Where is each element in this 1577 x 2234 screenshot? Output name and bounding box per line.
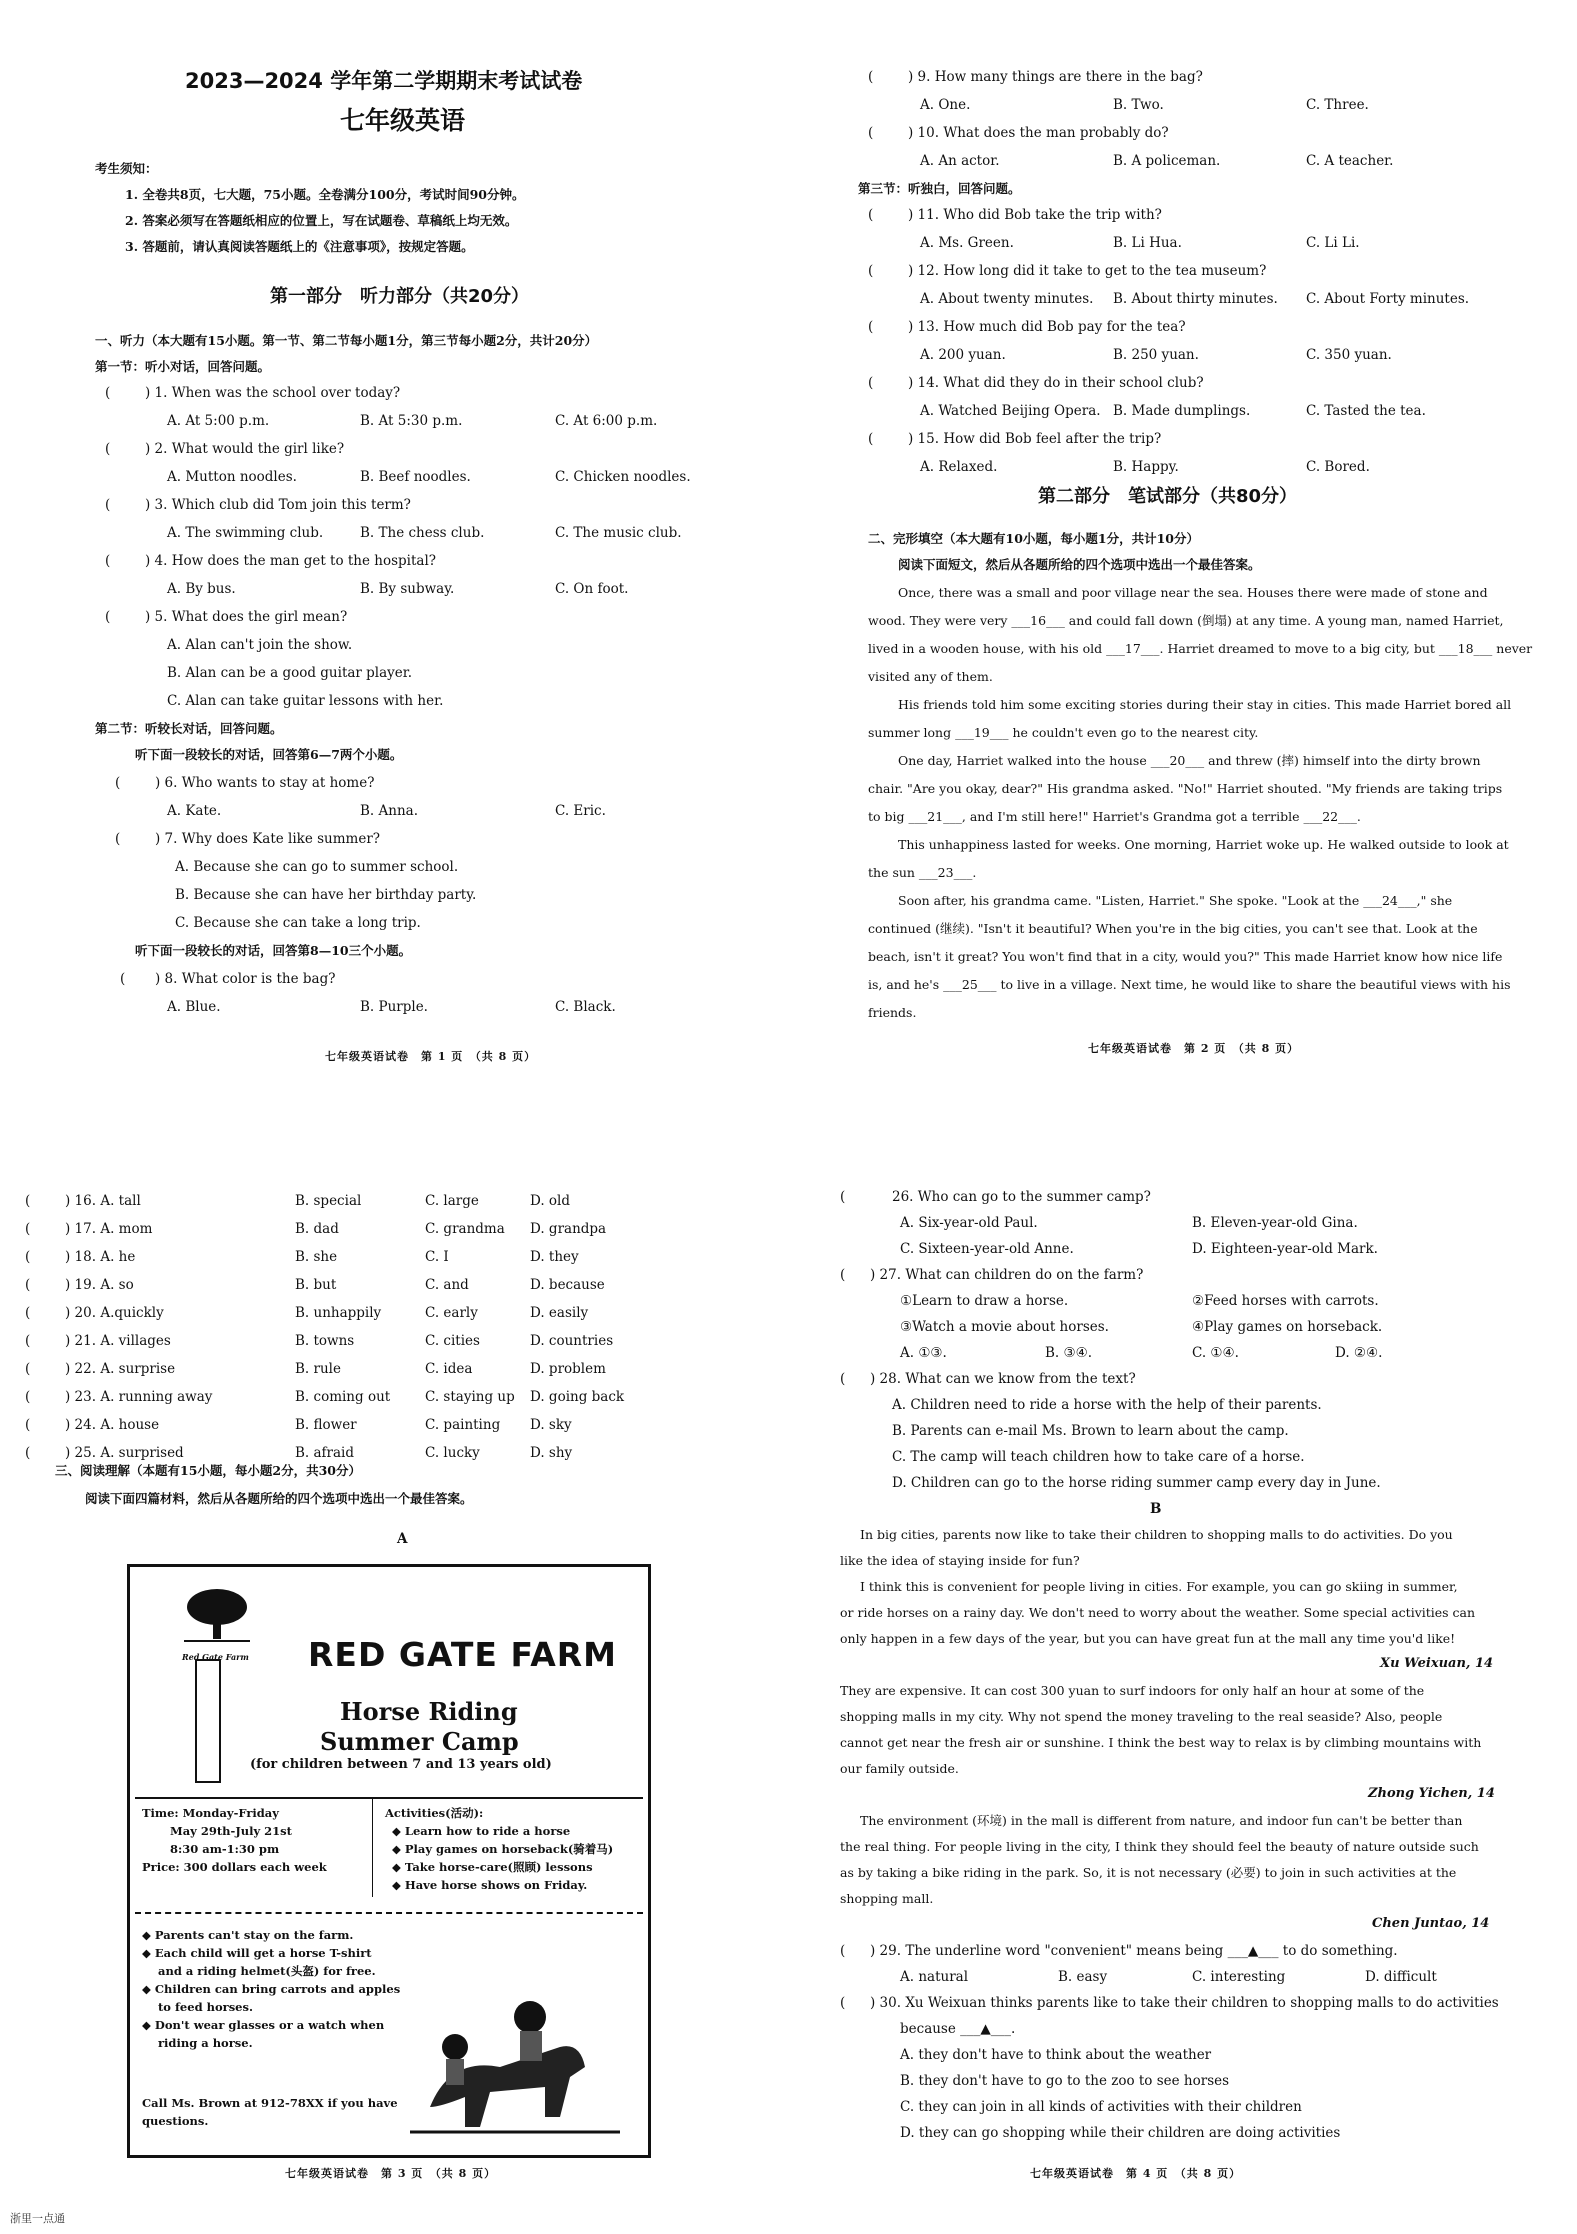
cloze-choice-d: D. sky [530, 1417, 572, 1433]
q26-option-d: D. Eighteen-year-old Mark. [1192, 1241, 1378, 1257]
cloze-choice-a: ) 22. A. surprise [65, 1361, 176, 1377]
cloze-choice-b: B. she [295, 1249, 338, 1265]
section2-heading: 二、完形填空（本大题有10小题，每小题1分，共计10分） [868, 531, 1199, 546]
cloze-choice-a: ) 25. A. surprised [65, 1445, 184, 1461]
cloze-choice-b: B. but [295, 1277, 337, 1293]
q11-option-c: C. Li Li. [1306, 235, 1360, 251]
answer-bracket: ( [105, 385, 111, 401]
page-footer: 七年级英语试卷 第 1 页 （共 8 页） [325, 1050, 537, 1063]
answer-bracket: ( [840, 1995, 846, 2011]
question-27: ) 27. What can children do on the farm? [870, 1267, 1144, 1283]
note-item: ◆ Parents can't stay on the farm. [142, 1928, 354, 1942]
activity-item: ◆ Have horse shows on Friday. [392, 1878, 588, 1892]
author-chen: Chen Juntao, 14 [1372, 1916, 1490, 1931]
camp-time: Time: Monday-Friday [142, 1806, 279, 1820]
cloze-line: is, and he's ___25___ to live in a village. Next time, he would like to share the beautiful views with his [868, 977, 1511, 992]
cloze-choice-d: D. they [530, 1249, 579, 1265]
camp-title-line1: Horse Riding [340, 1697, 518, 1726]
question-6: ) 6. Who wants to stay at home? [155, 775, 375, 791]
question-30-cont: because ___▲___. [900, 2021, 1016, 2037]
cloze-choice-b: B. coming out [295, 1389, 391, 1405]
q13-option-c: C. 350 yuan. [1306, 347, 1392, 363]
question-13: ) 13. How much did Bob pay for the tea? [908, 319, 1186, 335]
passage-b-line: or ride horses on a rainy day. We don't need to worry about the weather. Some special activities can [840, 1605, 1476, 1620]
answer-bracket: ( [840, 1267, 846, 1283]
q14-option-b: B. Made dumplings. [1113, 403, 1251, 419]
sec1-part2-heading: 第二节：听较长对话，回答问题。 [95, 721, 283, 736]
cloze-choice-d: D. countries [530, 1333, 614, 1349]
passage-b-line: like the idea of staying inside for fun? [840, 1553, 1080, 1568]
q6-option-b: B. Anna. [360, 803, 418, 819]
q2-option-c: C. Chicken noodles. [555, 469, 691, 485]
cloze-choice-c: C. and [425, 1277, 469, 1293]
farm-sign-post [195, 1659, 221, 1783]
note-item: ◆ Each child will get a horse T-shirt [142, 1946, 372, 1960]
part2-heading: 第二部分 笔试部分（共80分） [1038, 486, 1298, 507]
question-29: ) 29. The underline word "convenient" means being ___▲___ to do something. [870, 1943, 1398, 1959]
camp-hours: 8:30 am-1:30 pm [170, 1842, 280, 1856]
author-xu: Xu Weixuan, 14 [1380, 1656, 1494, 1671]
author-zhong: Zhong Yichen, 14 [1368, 1786, 1495, 1801]
cloze-line: beach, isn't it great? You won't find that in a city, would you?" This made Harriet know how nice life [868, 949, 1503, 964]
q26-option-a: A. Six-year-old Paul. [900, 1215, 1038, 1231]
question-2: ) 2. What would the girl like? [145, 441, 345, 457]
q14-option-a: A. Watched Beijing Opera. [920, 403, 1101, 419]
cloze-choice-a: ) 16. A. tall [65, 1193, 141, 1209]
note-item-cont: and a riding helmet(头盔) for free. [158, 1964, 376, 1978]
cloze-choice-a: ) 23. A. running away [65, 1389, 213, 1405]
cloze-line: This unhappiness lasted for weeks. One morning, Harriet woke up. He walked outside to look at [898, 837, 1509, 852]
answer-bracket: ( [868, 375, 874, 391]
answer-bracket: ( [120, 971, 126, 987]
q8-option-b: B. Purple. [360, 999, 428, 1015]
notice-1: 1. 全卷共8页，七大题，75小题。全卷满分100分，考试时间90分钟。 [125, 187, 525, 202]
q27-item-1: ①Learn to draw a horse. [900, 1293, 1069, 1309]
q26-option-c: C. Sixteen-year-old Anne. [900, 1241, 1074, 1257]
camp-title-line2: Summer Camp [320, 1727, 519, 1756]
cloze-line: visited any of them. [868, 669, 993, 684]
q13-option-a: A. 200 yuan. [920, 347, 1006, 363]
q7-option-a: A. Because she can go to summer school. [175, 859, 459, 875]
cloze-line: Once, there was a small and poor village near the sea. Houses there were made of stone and [898, 585, 1488, 600]
question-10: ) 10. What does the man probably do? [908, 125, 1169, 141]
cloze-choice-b: B. towns [295, 1333, 355, 1349]
farm-name: RED GATE FARM [308, 1635, 617, 1674]
passage-b-line: shopping malls in my city. Why not spend the money traveling to the real seaside? Also, people [840, 1709, 1443, 1724]
q30-option-b: B. they don't have to go to the zoo to see horses [900, 2073, 1230, 2089]
cloze-line: friends. [868, 1005, 917, 1020]
q2-option-b: B. Beef noodles. [360, 469, 471, 485]
cloze-choice-b: B. rule [295, 1361, 341, 1377]
question-11: ) 11. Who did Bob take the trip with? [908, 207, 1162, 223]
exam-page-4 [840, 1180, 1510, 2180]
cloze-choice-d: D. easily [530, 1305, 589, 1321]
q4-option-b: B. By subway. [360, 581, 455, 597]
cloze-choice-a: ) 19. A. so [65, 1277, 134, 1293]
q29-option-d: D. difficult [1365, 1969, 1437, 1985]
section3-heading: 三、阅读理解（本题有15小题，每小题2分，共30分） [55, 1463, 361, 1478]
q9-option-c: C. Three. [1306, 97, 1369, 113]
cloze-choice-d: D. shy [530, 1445, 573, 1461]
answer-bracket: ( [25, 1445, 31, 1461]
dialog-instruction-1: 听下面一段较长的对话，回答第6—7两个小题。 [135, 747, 403, 762]
cloze-choice-d: D. problem [530, 1361, 606, 1377]
passage-b-line: The environment (环境) in the mall is different from nature, and indoor fun can't be better than [860, 1813, 1463, 1828]
cloze-choice-b: B. afraid [295, 1445, 355, 1461]
camp-dates: May 29th-July 21st [170, 1824, 292, 1838]
answer-bracket: ( [868, 319, 874, 335]
q9-option-b: B. Two. [1113, 97, 1164, 113]
red-gate-farm-ad [127, 1564, 651, 2158]
q30-option-c: C. they can join in all kinds of activities with their children [900, 2099, 1302, 2115]
cloze-line: One day, Harriet walked into the house ___20___ and threw (摔) himself into the dirty brown [898, 753, 1481, 768]
part1-heading: 第一部分 听力部分（共20分） [270, 286, 530, 307]
tree-logo-icon [182, 1585, 252, 1645]
note-item-cont: riding a horse. [158, 2036, 253, 2050]
answer-bracket: ( [115, 831, 121, 847]
answer-bracket: ( [868, 125, 874, 141]
q13-option-b: B. 250 yuan. [1113, 347, 1199, 363]
q3-option-c: C. The music club. [555, 525, 682, 541]
question-14: ) 14. What did they do in their school club? [908, 375, 1204, 391]
q28-option-a: A. Children need to ride a horse with the help of their parents. [892, 1397, 1322, 1413]
question-8: ) 8. What color is the bag? [155, 971, 336, 987]
q1-option-a: A. At 5:00 p.m. [167, 413, 270, 429]
answer-bracket: ( [868, 207, 874, 223]
question-15: ) 15. How did Bob feel after the trip? [908, 431, 1162, 447]
q5-option-c: C. Alan can take guitar lessons with her. [167, 693, 444, 709]
answer-bracket: ( [105, 441, 111, 457]
question-3: ) 3. Which club did Tom join this term? [145, 497, 411, 513]
kids-riding-horse-illustration-icon [410, 1987, 620, 2137]
cloze-choice-b: B. dad [295, 1221, 339, 1237]
answer-bracket: ( [25, 1277, 31, 1293]
q15-option-b: B. Happy. [1113, 459, 1179, 475]
dialog-instruction-2: 听下面一段较长的对话，回答第8—10三个小题。 [135, 943, 412, 958]
contact-line-2: questions. [142, 2114, 209, 2128]
section3-instruction: 阅读下面四篇材料，然后从各题所给的四个选项中选出一个最佳答案。 [85, 1491, 473, 1506]
cloze-choice-c: C. staying up [425, 1389, 515, 1405]
answer-bracket: ( [25, 1193, 31, 1209]
cloze-choice-a: ) 18. A. he [65, 1249, 136, 1265]
q27-option-b: B. ③④. [1045, 1345, 1092, 1361]
q30-option-d: D. they can go shopping while their children are doing activities [900, 2125, 1341, 2141]
divider [135, 1912, 643, 1914]
q29-option-a: A. natural [900, 1969, 969, 1985]
answer-bracket: ( [25, 1305, 31, 1321]
cloze-choice-c: C. idea [425, 1361, 473, 1377]
note-item: ◆ Children can bring carrots and apples [142, 1982, 401, 1996]
q3-option-a: A. The swimming club. [167, 525, 324, 541]
answer-bracket: ( [868, 263, 874, 279]
page-footer: 七年级英语试卷 第 2 页 （共 8 页） [1088, 1042, 1300, 1055]
cloze-choice-d: D. going back [530, 1389, 625, 1405]
cloze-choice-c: C. cities [425, 1333, 480, 1349]
cloze-choice-c: C. lucky [425, 1445, 480, 1461]
divider [372, 1797, 373, 1897]
question-12: ) 12. How long did it take to get to the tea museum? [908, 263, 1267, 279]
q8-option-a: A. Blue. [167, 999, 221, 1015]
question-5: ) 5. What does the girl mean? [145, 609, 348, 625]
camp-age-range: (for children between 7 and 13 years old) [250, 1757, 552, 1772]
question-4: ) 4. How does the man get to the hospital? [145, 553, 437, 569]
answer-bracket: ( [25, 1249, 31, 1265]
q14-option-c: C. Tasted the tea. [1306, 403, 1426, 419]
q28-option-d: D. Children can go to the horse riding summer camp every day in June. [892, 1475, 1381, 1491]
cloze-choice-c: C. early [425, 1305, 478, 1321]
q11-option-b: B. Li Hua. [1113, 235, 1182, 251]
cloze-choice-a: ) 24. A. house [65, 1417, 160, 1433]
answer-bracket: ( [105, 609, 111, 625]
passage-b-line: as by taking a bike riding in the park. So, it is not necessary (必要) to join in such activities at the [840, 1865, 1457, 1880]
passage-b-label: B [1150, 1501, 1162, 1517]
notice-3: 3. 答题前，请认真阅读答题纸上的《注意事项》，按规定答题。 [125, 239, 474, 254]
q28-option-b: B. Parents can e-mail Ms. Brown to learn about the camp. [892, 1423, 1289, 1439]
q27-option-c: C. ①④. [1192, 1345, 1239, 1361]
q11-option-a: A. Ms. Green. [920, 235, 1014, 251]
notice-2: 2. 答案必须写在答题纸相应的位置上，写在试题卷、草稿纸上均无效。 [125, 213, 518, 228]
q27-option-d: D. ②④. [1335, 1345, 1383, 1361]
cloze-choice-c: C. grandma [425, 1221, 505, 1237]
cloze-choice-b: B. special [295, 1193, 362, 1209]
q15-option-a: A. Relaxed. [920, 459, 998, 475]
answer-bracket: ( [840, 1943, 846, 1959]
cloze-choice-b: B. unhappily [295, 1305, 382, 1321]
cloze-choice-c: C. I [425, 1249, 449, 1265]
page-footer: 七年级英语试卷 第 3 页 （共 8 页） [285, 2167, 497, 2180]
cloze-choice-a: ) 17. A. mom [65, 1221, 153, 1237]
q5-option-b: B. Alan can be a good guitar player. [167, 665, 413, 681]
q3-option-b: B. The chess club. [360, 525, 485, 541]
section1-heading: 一、听力（本大题有15小题。第一节、第二节每小题1分，第三节每小题2分，共计20分） [95, 333, 598, 348]
q7-option-c: C. Because she can take a long trip. [175, 915, 421, 931]
cloze-line: His friends told him some exciting stories during their stay in cities. This made Harriet bored all [898, 697, 1512, 712]
cloze-line: the sun ___23___. [868, 865, 977, 880]
q5-option-a: A. Alan can't join the show. [167, 637, 353, 653]
question-1: ) 1. When was the school over today? [145, 385, 401, 401]
cloze-choice-d: D. old [530, 1193, 571, 1209]
passage-b-line: the real thing. For people living in the city, I think they should feel the beauty of nature outside such [840, 1839, 1479, 1854]
q12-option-a: A. About twenty minutes. [920, 291, 1094, 307]
passage-b-line: our family outside. [840, 1761, 959, 1776]
sec1-part1-heading: 第一节：听小对话，回答问题。 [95, 359, 271, 374]
question-26: 26. Who can go to the summer camp? [892, 1189, 1151, 1205]
watermark: 浙里一点通 [10, 2212, 65, 2225]
q15-option-c: C. Bored. [1306, 459, 1370, 475]
note-item-cont: to feed horses. [158, 2000, 253, 2014]
q28-option-c: C. The camp will teach children how to take care of a horse. [892, 1449, 1305, 1465]
passage-b-line: They are expensive. It can cost 300 yuan to surf indoors for only half an hour at some of the [840, 1683, 1425, 1698]
question-30: ) 30. Xu Weixuan thinks parents like to take their children to shopping malls to do activities [870, 1995, 1499, 2011]
q12-option-b: B. About thirty minutes. [1113, 291, 1278, 307]
cloze-line: chair. "Are you okay, dear?" His grandma asked. "No!" Harriet shouted. "My friends are taking trips [868, 781, 1503, 796]
camp-price: Price: 300 dollars each week [142, 1860, 327, 1874]
activity-item: ◆ Learn how to ride a horse [392, 1824, 571, 1838]
q2-option-a: A. Mutton noodles. [167, 469, 297, 485]
contact-line-1: Call Ms. Brown at 912-78XX if you have [142, 2096, 398, 2110]
answer-bracket: ( [840, 1189, 846, 1205]
cloze-line: to big ___21___, and I'm still here!" Harriet's Grandma got a terrible ___22___. [868, 809, 1361, 824]
cloze-line: continued (继续). "Isn't it beautiful? When you're in the big cities, you can't see that. Look at the [868, 921, 1478, 936]
divider [135, 1797, 643, 1799]
cloze-line: lived in a wooden house, with his old ___17___. Harriet dreamed to move to a big city, but ___18___ never [868, 641, 1533, 656]
cloze-choice-c: C. large [425, 1193, 479, 1209]
exam-subtitle: 七年级英语 [340, 106, 466, 135]
exam-page-1 [95, 60, 745, 1070]
q6-option-c: C. Eric. [555, 803, 606, 819]
passage-b-line: cannot get near the fresh air or sunshine. I think the best way to relax is by climbing mountains with [840, 1735, 1482, 1750]
q7-option-b: B. Because she can have her birthday party. [175, 887, 477, 903]
cloze-choice-d: D. grandpa [530, 1221, 607, 1237]
page-footer: 七年级英语试卷 第 4 页 （共 8 页） [1030, 2167, 1242, 2180]
activity-item: ◆ Play games on horseback(骑着马) [392, 1842, 614, 1856]
cloze-line: Soon after, his grandma came. "Listen, Harriet." She spoke. "Look at the ___24___," she [898, 893, 1453, 908]
answer-bracket: ( [25, 1417, 31, 1433]
q27-item-2: ②Feed horses with carrots. [1192, 1293, 1379, 1309]
passage-b-line: In big cities, parents now like to take their children to shopping malls to do activities. Do you [860, 1527, 1453, 1542]
answer-bracket: ( [105, 553, 111, 569]
q4-option-c: C. On foot. [555, 581, 629, 597]
passage-a-label: A [397, 1531, 408, 1547]
question-28: ) 28. What can we know from the text? [870, 1371, 1136, 1387]
passage-b-line: I think this is convenient for people living in cities. For example, you can go skiing in summer, [860, 1579, 1458, 1594]
notice-heading: 考生须知： [95, 161, 158, 176]
q1-option-c: C. At 6:00 p.m. [555, 413, 658, 429]
answer-bracket: ( [840, 1371, 846, 1387]
q27-item-3: ③Watch a movie about horses. [900, 1319, 1109, 1335]
activity-item: ◆ Take horse-care(照顾) lessons [392, 1860, 593, 1874]
q4-option-a: A. By bus. [167, 581, 236, 597]
answer-bracket: ( [868, 431, 874, 447]
question-9: ) 9. How many things are there in the bag? [908, 69, 1203, 85]
q27-item-4: ④Play games on horseback. [1192, 1319, 1383, 1335]
q29-option-c: C. interesting [1192, 1969, 1286, 1985]
q9-option-a: A. One. [920, 97, 971, 113]
cloze-line: summer long ___19___ he couldn't even go to the nearest city. [868, 725, 1259, 740]
q10-option-b: B. A policeman. [1113, 153, 1221, 169]
answer-bracket: ( [25, 1333, 31, 1349]
sec1-part3-heading: 第三节：听独白，回答问题。 [858, 181, 1021, 196]
answer-bracket: ( [25, 1361, 31, 1377]
answer-bracket: ( [115, 775, 121, 791]
note-item: ◆ Don't wear glasses or a watch when [142, 2018, 385, 2032]
answer-bracket: ( [868, 69, 874, 85]
passage-b-line: only happen in a few days of the year, but you can have great fun at the mall any time you'd like! [840, 1631, 1456, 1646]
exam-page-3 [25, 1180, 695, 2180]
question-7: ) 7. Why does Kate like summer? [155, 831, 381, 847]
activities-heading: Activities(活动): [385, 1806, 484, 1820]
cloze-choice-c: C. painting [425, 1417, 501, 1433]
cloze-choice-a: ) 21. A. villages [65, 1333, 171, 1349]
q6-option-a: A. Kate. [167, 803, 222, 819]
answer-bracket: ( [25, 1221, 31, 1237]
farm-logo-text: Red Gate Farm [182, 1652, 249, 1662]
passage-b-line: shopping mall. [840, 1891, 934, 1906]
q30-option-a: A. they don't have to think about the weather [900, 2047, 1212, 2063]
cloze-choice-a: ) 20. A.quickly [65, 1305, 164, 1321]
exam-page-2 [858, 60, 1533, 1070]
answer-bracket: ( [105, 497, 111, 513]
q8-option-c: C. Black. [555, 999, 616, 1015]
q29-option-b: B. easy [1058, 1969, 1108, 1985]
q10-option-c: C. A teacher. [1306, 153, 1394, 169]
q1-option-b: B. At 5:30 p.m. [360, 413, 463, 429]
exam-title: 2023—2024 学年第二学期期末考试试卷 [185, 69, 583, 93]
cloze-choice-d: D. because [530, 1277, 605, 1293]
answer-bracket: ( [25, 1389, 31, 1405]
cloze-line: wood. They were very ___16___ and could fall down (倒塌) at any time. A young man, named Harriet, [868, 613, 1504, 628]
q27-option-a: A. ①③. [900, 1345, 947, 1361]
section2-instruction: 阅读下面短文，然后从各题所给的四个选项中选出一个最佳答案。 [898, 557, 1261, 572]
cloze-choice-b: B. flower [295, 1417, 357, 1433]
q12-option-c: C. About Forty minutes. [1306, 291, 1470, 307]
q10-option-a: A. An actor. [920, 153, 1000, 169]
q26-option-b: B. Eleven-year-old Gina. [1192, 1215, 1358, 1231]
